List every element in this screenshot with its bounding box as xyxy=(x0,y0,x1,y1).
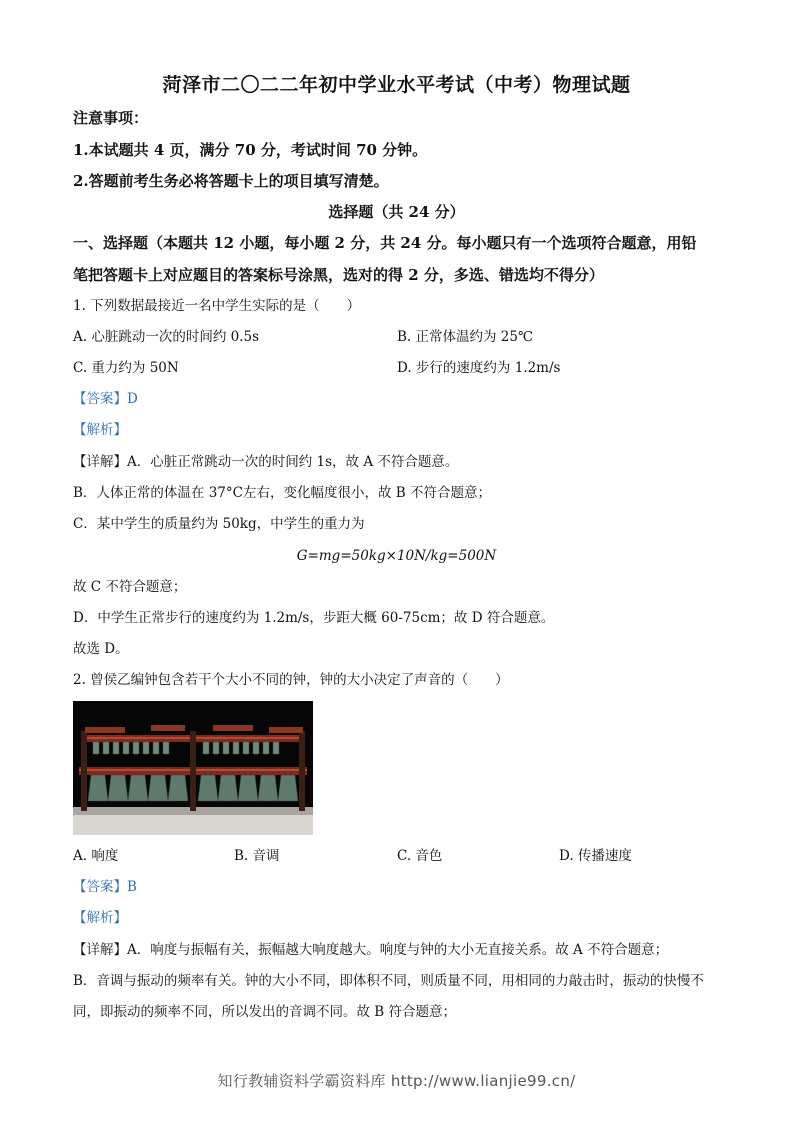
q1-answer: 【答案】D xyxy=(73,391,138,407)
notice-item: 2.答题前考生务必将答题卡上的项目填写清楚。 xyxy=(73,172,389,190)
q2-option-b: B. 音调 xyxy=(234,848,280,864)
question-1-stem: 1. 下列数据最接近一名中学生实际的是（ ） xyxy=(73,298,361,314)
notice-heading: 注意事项： xyxy=(73,109,149,127)
q1-detail: B．人体正常的体温在 37°C左右，变化幅度很小，故 B 不符合题意； xyxy=(73,485,491,501)
q1-option-a: A. 心脏跳动一次的时间约 0.5s xyxy=(73,329,260,345)
q1-formula: G=mg=50kg×10N/kg=500N xyxy=(296,548,497,564)
question-2-stem: 2. 曾侯乙编钟包含若干个大小不同的钟，钟的大小决定了声音的（ ） xyxy=(73,672,509,688)
q2-option-a: A. 响度 xyxy=(73,848,119,864)
section-intro: 一、选择题（本题共 12 小题，每小题 2 分，共 24 分。每小题只有一个选项符合题意，用铅 xyxy=(73,234,697,252)
q1-detail: D．中学生正常步行的速度约为 1.2m/s，步距大概 60-75cm；故 D 符合题意。 xyxy=(73,610,555,626)
q1-analysis-label: 【解析】 xyxy=(73,422,127,438)
q1-option-b: B. 正常体温约为 25℃ xyxy=(397,329,534,345)
footer-watermark: 知行教辅资料学霸资料库 http://www.lianjie99.cn/ xyxy=(217,1072,576,1090)
notice-item: 1.本试题共 4 页，满分 70 分，考试时间 70 分钟。 xyxy=(73,141,428,159)
q1-option-d: D. 步行的速度约为 1.2m/s xyxy=(397,360,561,376)
q1-detail: 故 C 不符合题意； xyxy=(73,579,187,595)
q2-option-d: D. 传播速度 xyxy=(559,848,632,864)
q2-answer: 【答案】B xyxy=(73,879,137,895)
q2-detail: 同，即振动的频率不同，所以发出的音调不同。故 B 符合题意； xyxy=(73,1004,457,1020)
q1-detail: 故选 D。 xyxy=(73,641,129,657)
q2-analysis-label: 【解析】 xyxy=(73,910,127,926)
q1-detail: 【详解】A．心脏正常跳动一次的时间约 1s，故 A 不符合题意。 xyxy=(73,454,459,470)
bianzhong-bells-photo xyxy=(73,701,313,835)
q2-detail: B．音调与振动的频率有关。钟的大小不同，即体积不同，则质量不同，用相同的力敲击时，振动的快慢不 xyxy=(73,973,704,989)
section-intro: 笔把答题卡上对应题目的答案标号涂黑，选对的得 2 分，多选、错选均不得分） xyxy=(73,266,604,284)
page-title: 菏泽市二〇二二年初中学业水平考试（中考）物理试题 xyxy=(162,74,631,96)
q1-option-c: C. 重力约为 50N xyxy=(73,360,179,376)
section-title: 选择题（共 24 分） xyxy=(328,203,465,221)
q2-detail: 【详解】A．响度与振幅有关，振幅越大响度越大。响度与钟的大小无直接关系。故 A 不符合题意； xyxy=(73,942,669,958)
q2-option-c: C. 音色 xyxy=(397,848,443,864)
q1-detail: C．某中学生的质量约为 50kg，中学生的重力为 xyxy=(73,516,365,532)
